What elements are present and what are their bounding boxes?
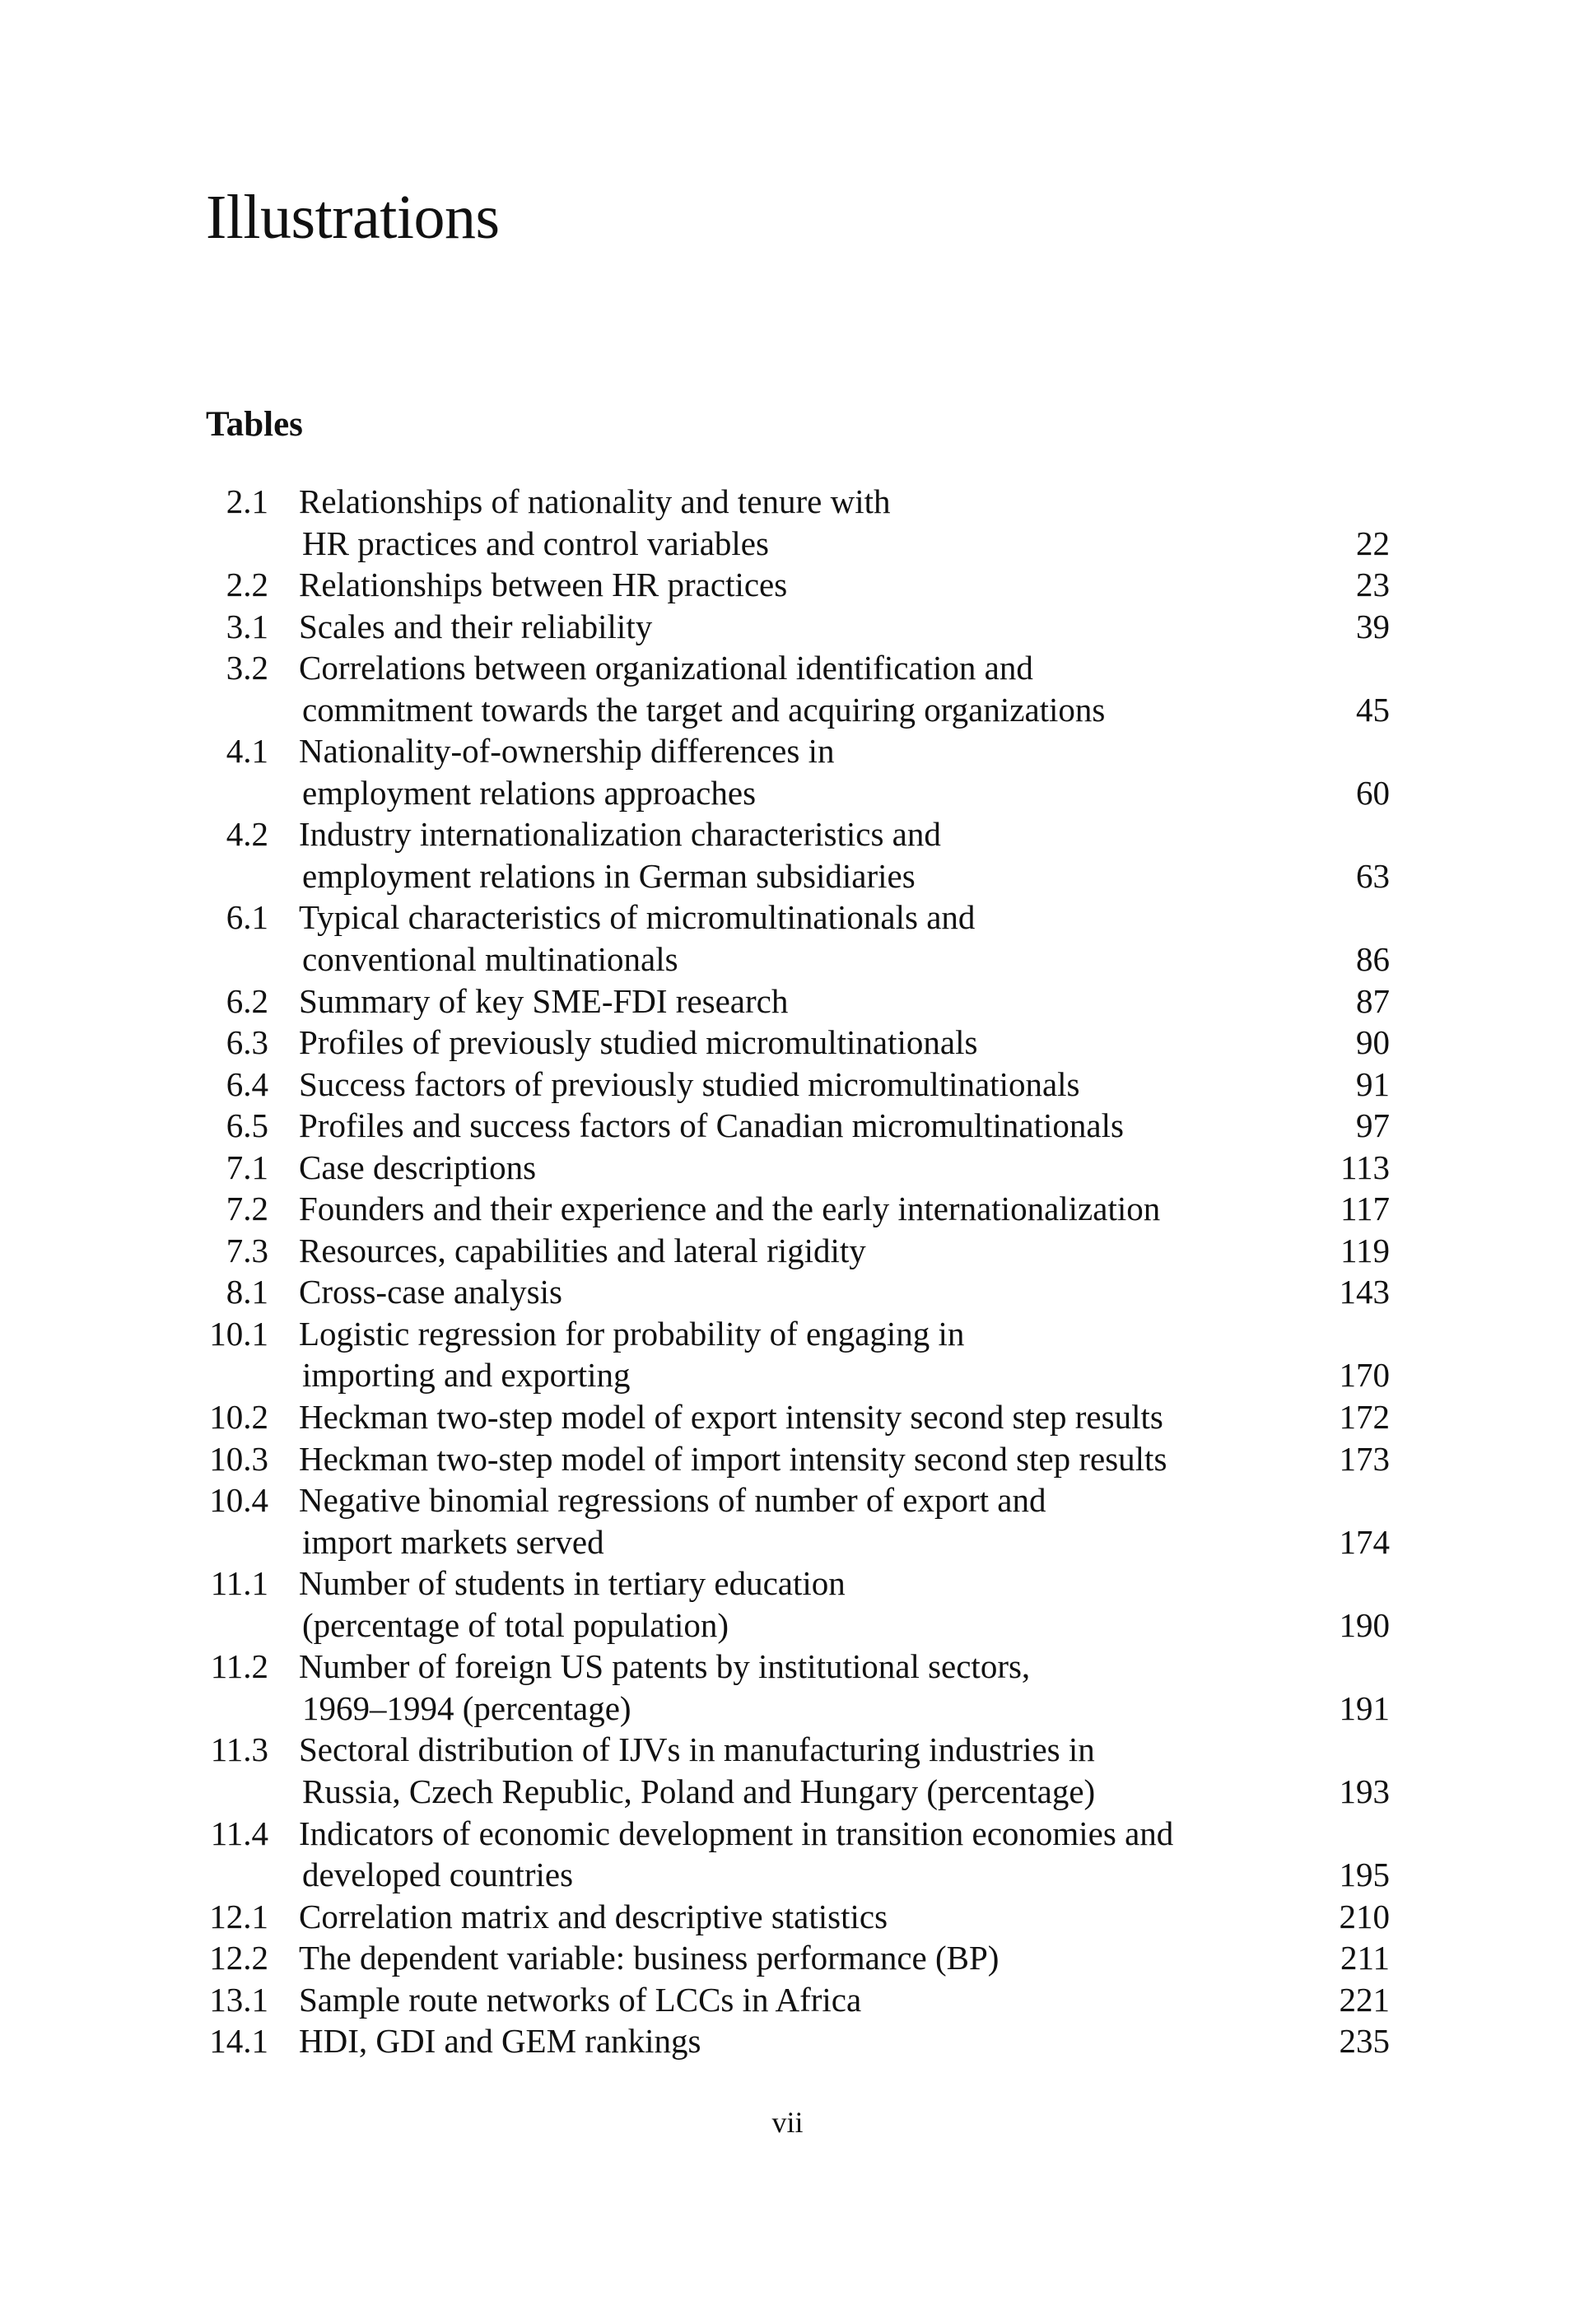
toc-entry xyxy=(0,2020,1575,2062)
page-reference: 170 xyxy=(1339,1356,1390,1395)
toc-entry xyxy=(0,1729,1575,1812)
table-title: conventional multinationals xyxy=(302,940,678,979)
table-number: 3.1 xyxy=(226,607,268,645)
page-reference: 235 xyxy=(1339,2022,1390,2061)
toc-entry-line xyxy=(0,1271,1575,1313)
table-title: Relationships between HR practices xyxy=(299,566,788,604)
toc-entry-line xyxy=(0,772,1575,814)
table-title: Case descriptions xyxy=(299,1148,537,1186)
table-title: Number of foreign US patents by institutional sectors, xyxy=(299,1647,1031,1686)
table-title: Heckman two-step model of import intensity second step results xyxy=(299,1439,1167,1478)
toc-entry-line xyxy=(0,897,1575,938)
table-title: HDI, GDI and GEM rankings xyxy=(299,2022,701,2061)
toc-entry-line xyxy=(0,813,1575,855)
tables-list xyxy=(0,481,1575,2062)
table-title: Success factors of previously studied micromultinationals xyxy=(299,1064,1080,1103)
toc-entry xyxy=(0,481,1575,564)
table-title: Sample route networks of LCCs in Africa xyxy=(299,1980,862,2019)
toc-entry xyxy=(0,730,1575,813)
toc-entry-line xyxy=(0,1854,1575,1896)
table-number: 7.2 xyxy=(226,1190,268,1228)
toc-entry xyxy=(0,1271,1575,1313)
toc-entry-line xyxy=(0,1604,1575,1646)
toc-entry-line xyxy=(0,1771,1575,1813)
toc-entry-line xyxy=(0,1688,1575,1730)
table-number: 11.1 xyxy=(210,1564,268,1603)
toc-entry xyxy=(0,1147,1575,1189)
table-number: 10.3 xyxy=(209,1439,268,1478)
table-number: 7.1 xyxy=(226,1148,268,1186)
table-number: 2.2 xyxy=(226,566,268,604)
table-number: 3.2 xyxy=(226,649,268,687)
table-title: Russia, Czech Republic, Poland and Hungary (percentage) xyxy=(302,1772,1096,1810)
page-reference: 39 xyxy=(1356,607,1390,645)
toc-entry xyxy=(0,1396,1575,1438)
toc-entry-line xyxy=(0,647,1575,689)
table-number: 4.1 xyxy=(226,732,268,771)
toc-entry-line xyxy=(0,1064,1575,1106)
table-title: Correlations between organizational identification and xyxy=(299,649,1033,687)
page-reference: 97 xyxy=(1356,1106,1390,1145)
table-title: employment relations in German subsidiaries xyxy=(302,856,916,895)
page-reference: 143 xyxy=(1339,1273,1390,1311)
page-reference: 86 xyxy=(1356,940,1390,979)
page-reference: 119 xyxy=(1340,1231,1390,1269)
table-title: Cross-case analysis xyxy=(299,1273,562,1311)
table-title: Profiles and success factors of Canadian micromultinationals xyxy=(299,1106,1124,1145)
toc-entry-line xyxy=(0,606,1575,648)
page-reference: 22 xyxy=(1356,524,1390,562)
table-number: 6.1 xyxy=(226,898,268,937)
page-reference: 210 xyxy=(1339,1897,1390,1935)
toc-entry-line xyxy=(0,1521,1575,1563)
page-reference: 221 xyxy=(1339,1980,1390,2019)
table-title: Nationality-of-ownership differences in xyxy=(299,732,835,771)
toc-entry-line xyxy=(0,689,1575,731)
table-number: 6.2 xyxy=(226,981,268,1020)
toc-entry xyxy=(0,1937,1575,1979)
toc-entry-line xyxy=(0,730,1575,772)
table-title: Resources, capabilities and lateral rigidity xyxy=(299,1231,866,1269)
toc-entry-line xyxy=(0,2020,1575,2062)
table-title: The dependent variable: business performance (BP) xyxy=(299,1939,1000,1977)
page-reference: 174 xyxy=(1339,1522,1390,1561)
page-reference: 190 xyxy=(1339,1605,1390,1644)
toc-entry-line xyxy=(0,1563,1575,1604)
toc-entry-line xyxy=(0,481,1575,523)
toc-entry xyxy=(0,1188,1575,1230)
page-reference: 90 xyxy=(1356,1023,1390,1062)
page-number: vii xyxy=(771,2106,804,2139)
page-title: Illustrations xyxy=(206,183,500,252)
page-reference: 173 xyxy=(1339,1439,1390,1478)
table-number: 6.4 xyxy=(226,1064,268,1103)
table-title: Logistic regression for probability of engaging in xyxy=(299,1314,965,1353)
table-number: 6.3 xyxy=(226,1023,268,1062)
table-title: import markets served xyxy=(302,1522,604,1561)
table-title: Industry internationalization characteristics and xyxy=(299,815,941,854)
toc-entry-line xyxy=(0,1188,1575,1230)
page-reference: 45 xyxy=(1356,690,1390,729)
toc-entry xyxy=(0,897,1575,980)
page-reference: 87 xyxy=(1356,981,1390,1020)
toc-entry xyxy=(0,1646,1575,1729)
toc-entry xyxy=(0,1563,1575,1646)
table-number: 7.3 xyxy=(226,1231,268,1269)
toc-entry xyxy=(0,813,1575,897)
table-title: Typical characteristics of micromultinationals and xyxy=(299,898,976,937)
table-number: 12.1 xyxy=(209,1897,268,1935)
table-number: 10.4 xyxy=(209,1481,268,1520)
toc-entry-line xyxy=(0,1147,1575,1189)
table-number: 6.5 xyxy=(226,1106,268,1145)
toc-entry xyxy=(0,1105,1575,1147)
page-reference: 60 xyxy=(1356,773,1390,812)
table-number: 10.2 xyxy=(209,1398,268,1437)
table-title: Relationships of nationality and tenure with xyxy=(299,482,891,520)
page-reference: 113 xyxy=(1340,1148,1390,1186)
page-reference: 172 xyxy=(1339,1398,1390,1437)
toc-entry xyxy=(0,1479,1575,1563)
toc-entry-line xyxy=(0,1729,1575,1771)
page-reference: 211 xyxy=(1340,1939,1390,1977)
toc-entry-line xyxy=(0,1313,1575,1355)
page-reference: 195 xyxy=(1339,1856,1390,1894)
table-title: Number of students in tertiary education xyxy=(299,1564,846,1603)
toc-entry-line xyxy=(0,1105,1575,1147)
table-title: Sectoral distribution of IJVs in manufacturing industries in xyxy=(299,1730,1095,1769)
table-title: Founders and their experience and the early internationalization xyxy=(299,1190,1161,1228)
table-title: HR practices and control variables xyxy=(302,524,769,562)
toc-entry xyxy=(0,1979,1575,2021)
table-number: 11.3 xyxy=(210,1730,268,1769)
toc-entry-line xyxy=(0,1646,1575,1688)
table-number: 4.2 xyxy=(226,815,268,854)
toc-entry xyxy=(0,564,1575,606)
toc-entry-line xyxy=(0,1937,1575,1979)
section-heading-tables: Tables xyxy=(206,405,303,444)
toc-entry-line xyxy=(0,1479,1575,1521)
toc-entry xyxy=(0,1896,1575,1938)
toc-entry-line xyxy=(0,855,1575,897)
table-number: 11.2 xyxy=(210,1647,268,1686)
table-title: Negative binomial regressions of number of export and xyxy=(299,1481,1046,1520)
toc-entry xyxy=(0,647,1575,730)
toc-entry xyxy=(0,606,1575,648)
table-number: 2.1 xyxy=(226,482,268,520)
table-title: employment relations approaches xyxy=(302,773,757,812)
table-number: 11.4 xyxy=(210,1814,268,1852)
toc-entry xyxy=(0,1064,1575,1106)
table-number: 10.1 xyxy=(209,1314,268,1353)
toc-entry-line xyxy=(0,1813,1575,1855)
table-title: Scales and their reliability xyxy=(299,607,653,645)
toc-entry-line xyxy=(0,564,1575,606)
toc-entry xyxy=(0,1313,1575,1396)
table-number: 14.1 xyxy=(209,2022,268,2061)
table-number: 8.1 xyxy=(226,1273,268,1311)
table-title: Correlation matrix and descriptive statistics xyxy=(299,1897,888,1935)
toc-entry-line xyxy=(0,1396,1575,1438)
toc-entry-line xyxy=(0,1022,1575,1064)
table-number: 12.2 xyxy=(209,1939,268,1977)
toc-entry xyxy=(0,1438,1575,1480)
page-reference: 117 xyxy=(1340,1190,1390,1228)
table-title: (percentage of total population) xyxy=(302,1605,729,1644)
table-title: Indicators of economic development in transition economies and xyxy=(299,1814,1174,1852)
page-reference: 191 xyxy=(1339,1688,1390,1727)
toc-entry-line xyxy=(0,980,1575,1022)
toc-entry-line xyxy=(0,1438,1575,1480)
toc-entry xyxy=(0,980,1575,1022)
table-title: 1969–1994 (percentage) xyxy=(302,1688,631,1727)
table-title: importing and exporting xyxy=(302,1356,631,1395)
table-number: 13.1 xyxy=(209,1980,268,2019)
table-title: developed countries xyxy=(302,1856,574,1894)
page-reference: 91 xyxy=(1356,1064,1390,1103)
toc-entry xyxy=(0,1230,1575,1272)
page-reference: 23 xyxy=(1356,566,1390,604)
toc-entry-line xyxy=(0,1979,1575,2021)
toc-entry-line xyxy=(0,1896,1575,1938)
table-title: Summary of key SME-FDI research xyxy=(299,981,789,1020)
table-title: commitment towards the target and acquiring organizations xyxy=(302,690,1106,729)
table-title: Heckman two-step model of export intensity second step results xyxy=(299,1398,1163,1437)
page-reference: 193 xyxy=(1339,1772,1390,1810)
toc-entry-line xyxy=(0,523,1575,565)
toc-entry xyxy=(0,1813,1575,1896)
toc-entry xyxy=(0,1022,1575,1064)
page-reference: 63 xyxy=(1356,856,1390,895)
toc-entry-line xyxy=(0,938,1575,980)
table-title: Profiles of previously studied micromultinationals xyxy=(299,1023,978,1062)
toc-entry-line xyxy=(0,1354,1575,1396)
toc-entry-line xyxy=(0,1230,1575,1272)
